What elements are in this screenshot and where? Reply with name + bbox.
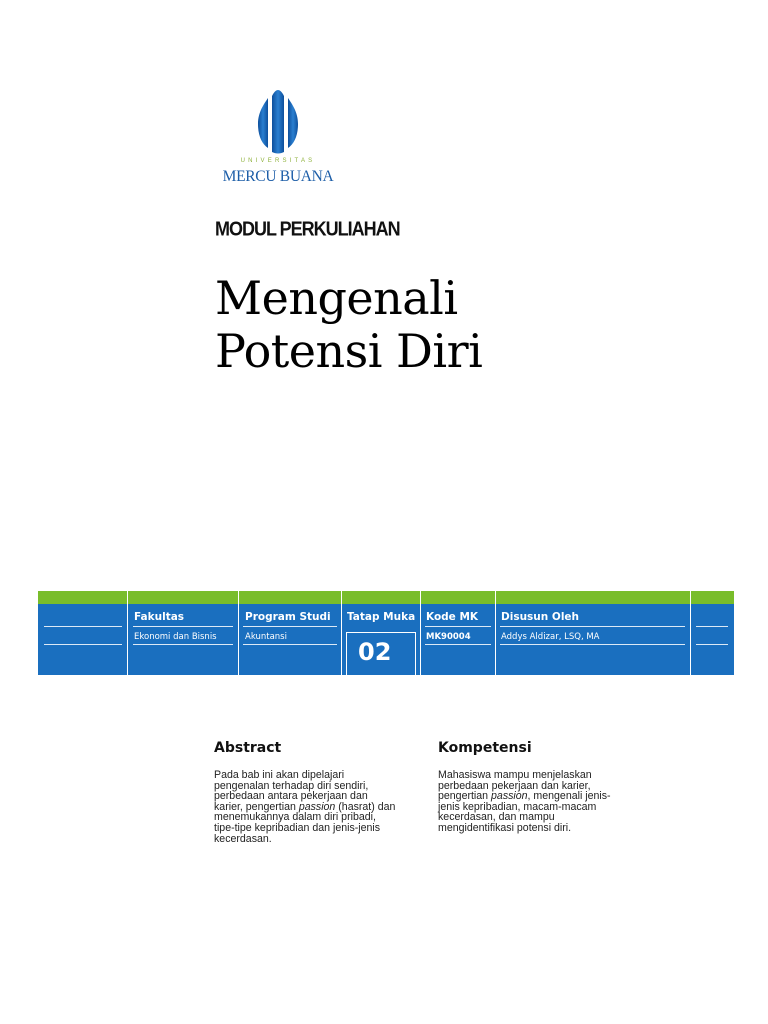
band-rule	[243, 626, 337, 627]
module-label: MODUL PERKULIAHAN	[215, 217, 400, 240]
abstract-line: pengenalan terhadap diri sendiri,	[214, 779, 369, 792]
abstract-line: menemukannya dalam diri pribadi,	[214, 811, 376, 824]
band-rule	[500, 644, 685, 645]
band-divider	[341, 591, 342, 675]
abstract-line: Pada bab ini akan dipelajari	[214, 769, 345, 781]
passion-term: passion	[298, 800, 336, 813]
kompetensi-line: mengidentifikasi potensi diri.	[438, 821, 572, 834]
fakultas-value: Ekonomi dan Bisnis	[134, 632, 217, 642]
band-rule	[133, 644, 233, 645]
mercu-buana-emblem-icon	[254, 90, 302, 156]
kompetensi-line-part: , mengenali jenis-	[527, 790, 611, 803]
band-divider	[238, 591, 239, 675]
band-rule	[425, 626, 491, 627]
abstract-line: perbedaan antara pekerjaan dan	[214, 790, 368, 803]
university-label: UNIVERSITAS	[240, 158, 316, 164]
band-rule	[243, 644, 337, 645]
program-studi-label: Program Studi	[245, 611, 331, 623]
band-rule	[133, 626, 233, 627]
abstract-text	[214, 770, 426, 844]
disusun-oleh-label: Disusun Oleh	[501, 611, 580, 623]
title-line-2: Potensi Diri	[215, 324, 483, 378]
kompetensi-heading: Kompetensi	[438, 740, 532, 756]
kompetensi-line: perbedaan pekerjaan dan karier,	[438, 779, 591, 792]
abstract-line: kecerdasan.	[214, 832, 272, 845]
disusun-oleh-value: Addys Aldizar, LSQ, MA	[501, 632, 600, 642]
abstract-line-part: karier, pengertian	[214, 800, 296, 813]
band-rule	[696, 644, 728, 645]
band-rule	[425, 644, 491, 645]
band-rule	[696, 626, 728, 627]
band-divider	[495, 591, 496, 675]
band-rule	[44, 626, 122, 627]
title-line-1: Mengenali	[215, 271, 458, 325]
abstract-heading: Abstract	[214, 740, 282, 756]
abstract-line-part: (hasrat) dan	[338, 800, 396, 813]
band-divider	[420, 591, 421, 675]
kompetensi-line: jenis kepribadian, macam-macam	[438, 800, 597, 813]
tatap-muka-value: 02	[358, 638, 392, 666]
fakultas-label: Fakultas	[134, 611, 185, 623]
kode-mk-label: Kode MK	[426, 611, 479, 623]
info-band-top-stripe	[38, 591, 734, 604]
band-rule	[500, 626, 685, 627]
page-title	[215, 272, 482, 378]
band-rule	[44, 644, 122, 645]
kompetensi-line: Mahasiswa mampu menjelaskan	[438, 769, 592, 781]
band-divider	[690, 591, 691, 675]
tatap-muka-label: Tatap Muka	[347, 611, 416, 623]
kompetensi-text	[438, 770, 658, 834]
passion-term: passion	[491, 790, 528, 803]
kompetensi-line-part: pengertian	[438, 790, 489, 803]
program-studi-value: Akuntansi	[245, 632, 287, 642]
abstract-line: tipe-tipe kepribadian dan jenis-jenis	[214, 821, 381, 834]
kode-mk-value: MK90004	[426, 632, 471, 642]
kompetensi-line: kecerdasan, dan mampu	[438, 811, 555, 824]
university-logo	[216, 88, 340, 198]
band-divider	[127, 591, 128, 675]
university-name: MERCU BUANA	[222, 168, 334, 185]
